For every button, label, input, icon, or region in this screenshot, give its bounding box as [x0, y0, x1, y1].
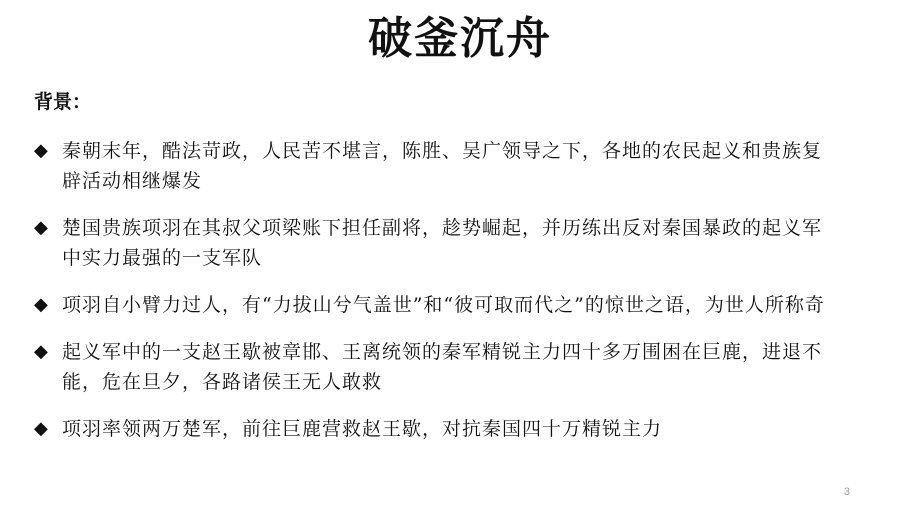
- bullet-text: 起义军中的一支赵王歇被章邯、王离统领的秦军精锐主力四十多万围困在巨鹿，进退不能，危在旦夕，各路诸侯王无人敢救: [62, 341, 823, 393]
- diamond-bullet-icon: ◆: [34, 217, 49, 238]
- diamond-bullet-icon: ◆: [34, 418, 49, 439]
- slide-title: 破釜沉舟: [368, 13, 552, 64]
- bullet-item: [34, 213, 834, 273]
- bullet-list: [34, 136, 834, 461]
- bullet-text: 项羽自小臂力过人，有“力拔山兮气盖世”和“彼可取而代之”的惊世之语，为世人所称奇: [62, 294, 825, 316]
- bullet-item: [34, 136, 834, 196]
- bullet-item: [34, 290, 834, 320]
- diamond-bullet-icon: ◆: [34, 294, 49, 315]
- bullet-item: [34, 337, 834, 397]
- bullet-text: 楚国贵族项羽在其叔父项梁账下担任副将，趁势崛起，并历练出反对秦国暴政的起义军中实力最强的一支军队: [62, 217, 823, 269]
- bullet-text: 项羽率领两万楚军，前往巨鹿营救赵王歇，对抗秦国四十万精锐主力: [62, 418, 663, 440]
- bullet-text: 秦朝末年，酷法苛政，人民苦不堪言，陈胜、吴广领导之下，各地的农民起义和贵族复辟活动相继爆发: [62, 140, 823, 192]
- diamond-bullet-icon: ◆: [34, 140, 49, 161]
- page-number: 3: [843, 486, 850, 498]
- bullet-item: [34, 414, 834, 444]
- section-heading: 背景：: [34, 91, 92, 113]
- diamond-bullet-icon: ◆: [34, 341, 49, 362]
